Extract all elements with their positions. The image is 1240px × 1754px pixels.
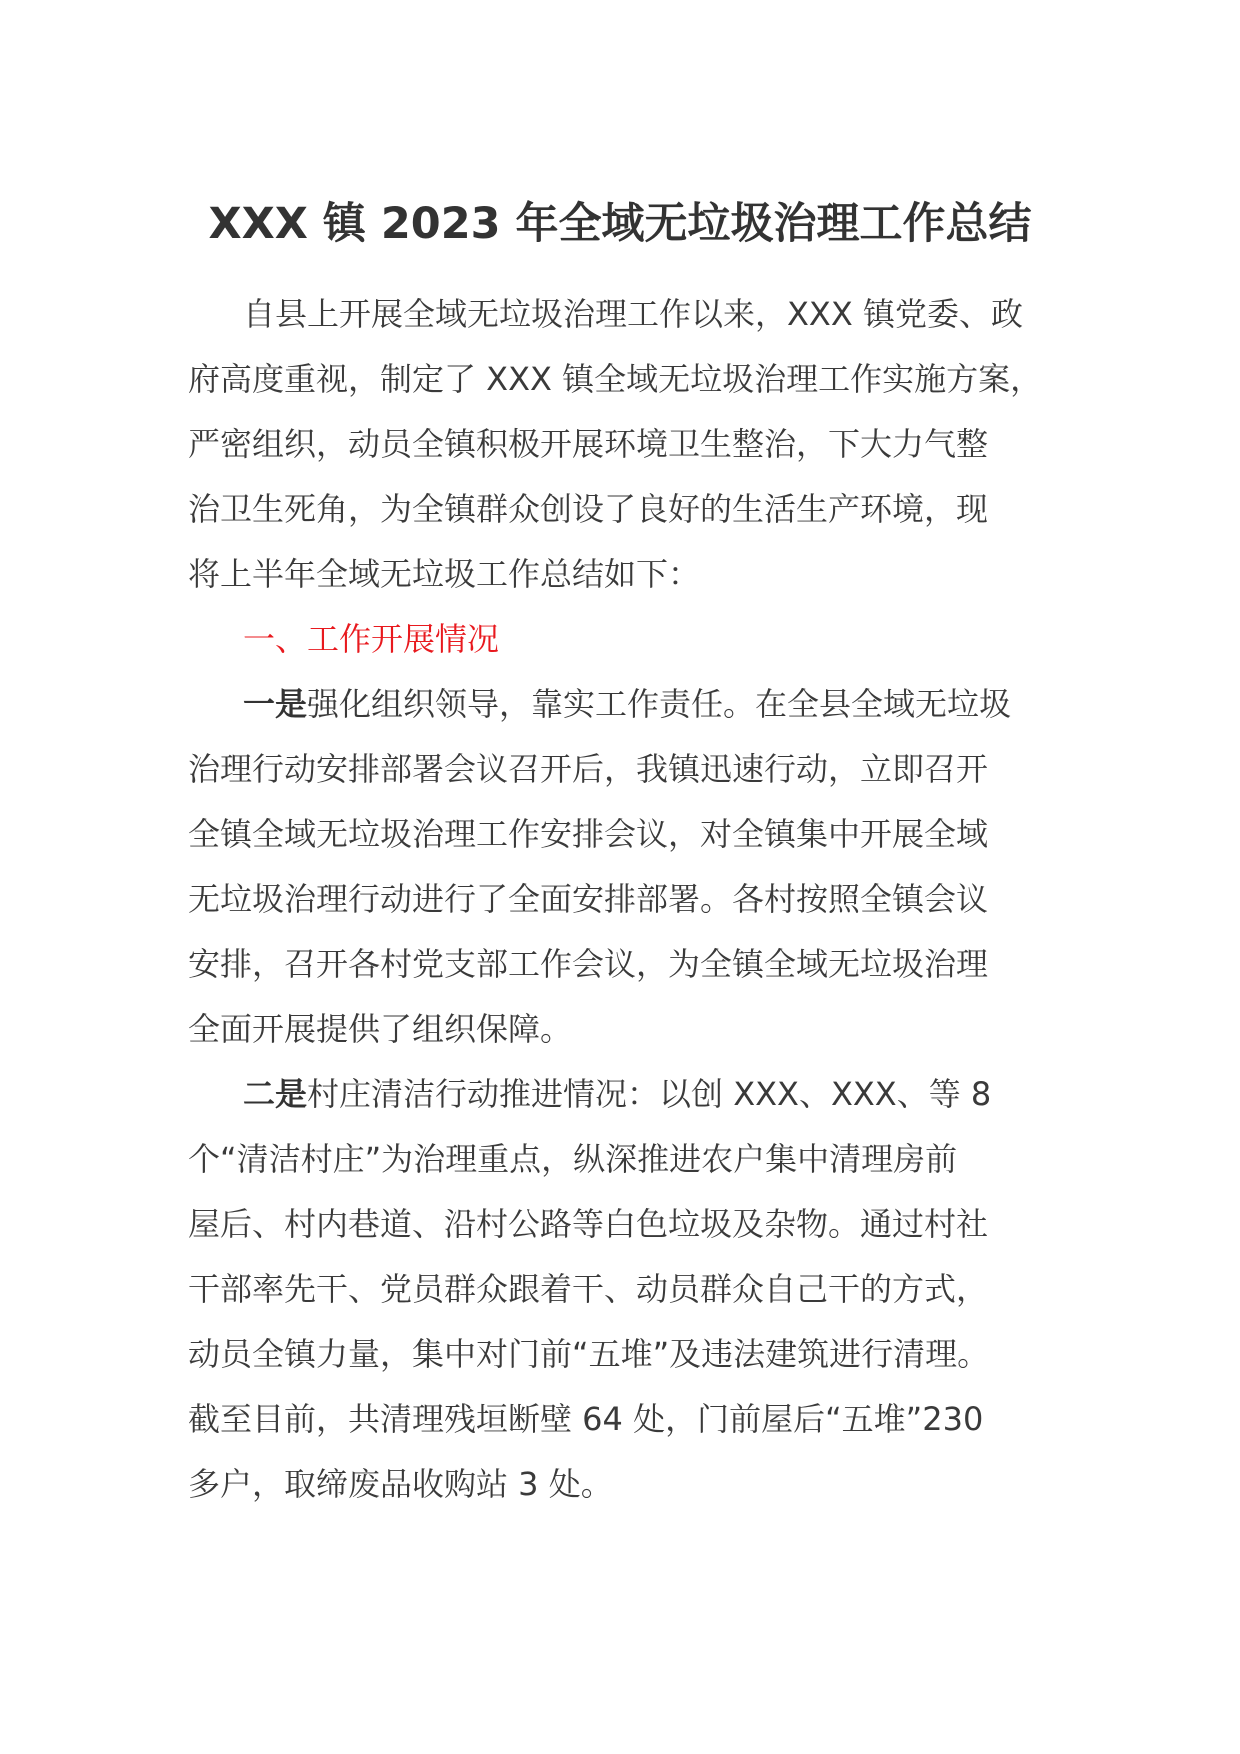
point-two-text: 村庄清洁行动推进情况：以创 XXX、XXX、等 8 — [307, 1075, 992, 1113]
intro-line: 治卫生死角，为全镇群众创设了良好的生活生产环境，现 — [188, 490, 989, 528]
point-two-line: 动员全镇力量，集中对门前“五堆”及违法建筑进行清理。 — [188, 1335, 990, 1373]
point-one-line: 全面开展提供了组织保障。 — [188, 1010, 573, 1048]
point-two-line: 多户，取缔废品收购站 3 处。 — [188, 1465, 613, 1503]
intro-line: 府高度重视，制定了 XXX 镇全域无垃圾治理工作实施方案， — [188, 360, 1043, 398]
document-body — [188, 282, 1068, 1517]
point-two-line: 干部率先干、党员群众跟着干、动员群众自己干的方式， — [188, 1270, 989, 1308]
intro-line: 自县上开展全域无垃圾治理工作以来，XXX 镇党委、政 — [243, 295, 1023, 333]
point-one-line: 全镇全域无垃圾治理工作安排会议，对全镇集中开展全域 — [188, 815, 989, 853]
point-one-lead: 一是 — [243, 685, 308, 723]
point-one-line: 无垃圾治理行动进行了全面安排部署。各村按照全镇会议 — [188, 880, 989, 918]
point-two-line: 截至目前，共清理残垣断壁 64 处，门前屋后“五堆”230 — [188, 1400, 984, 1438]
intro-line: 严密组织，动员全镇积极开展环境卫生整治，下大力气整 — [188, 425, 989, 463]
intro-line: 将上半年全域无垃圾工作总结如下： — [188, 555, 701, 593]
point-two-line: 屋后、村内巷道、沿村公路等白色垃圾及杂物。通过村社 — [188, 1205, 989, 1243]
point-one-line: 治理行动安排部署会议召开后，我镇迅速行动，立即召开 — [188, 750, 989, 788]
point-one-line: 安排，召开各村党支部工作会议，为全镇全域无垃圾治理 — [188, 945, 989, 983]
point-one-first-line — [188, 672, 1068, 737]
point-two-first-line — [188, 1062, 1068, 1127]
document-title: XXX 镇 2023 年全域无垃圾治理工作总结 — [208, 199, 1032, 249]
point-two-line: 个“清洁村庄”为治理重点，纵深推进农户集中清理房前 — [188, 1140, 958, 1178]
point-two-lead: 二是 — [243, 1075, 308, 1113]
point-one-text: 强化组织领导，靠实工作责任。在全县全域无垃圾 — [307, 685, 1012, 723]
section-heading: 一、工作开展情况 — [243, 620, 500, 658]
